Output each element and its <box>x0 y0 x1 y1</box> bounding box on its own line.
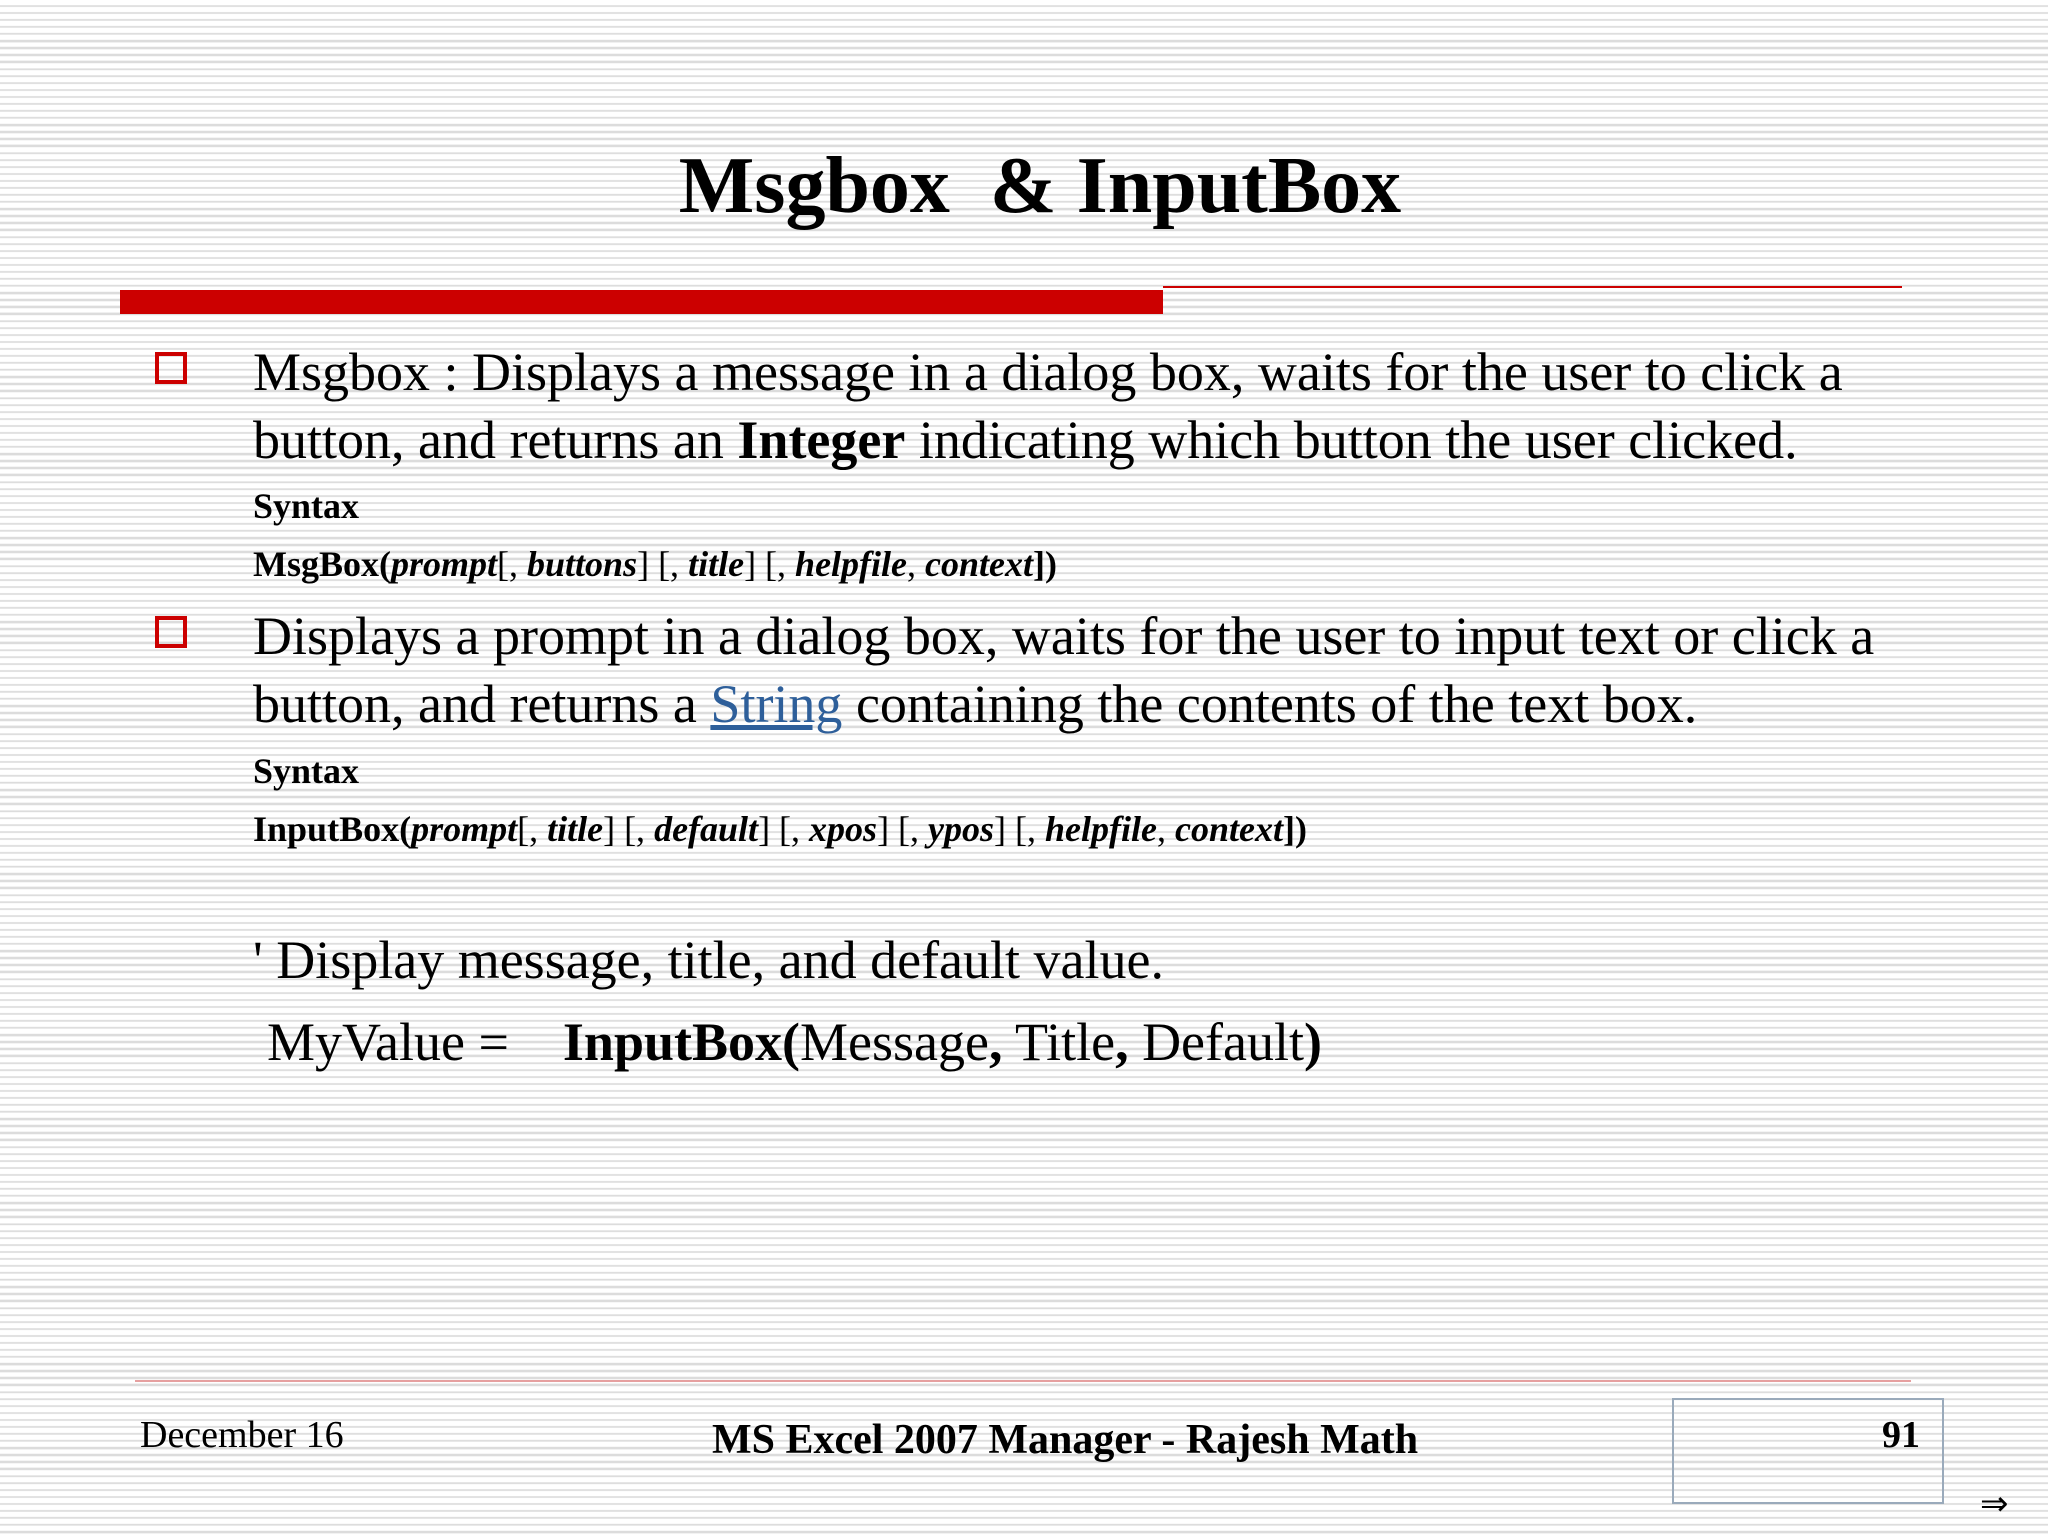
page-number: 91 <box>1882 1414 1920 1456</box>
footer-divider <box>135 1380 1911 1382</box>
square-bullet-icon <box>155 352 187 384</box>
inputbox-description: Displays a prompt in a dialog box, waits for the user to input text or click a button, and returns a String containing the contents of the text box. <box>253 606 1875 734</box>
code-comment: ' Display message, title, and default value. <box>253 930 1164 990</box>
code-example: MyValue = InputBox(Message, Title, Default) <box>267 1012 1322 1072</box>
title-underline-thin <box>1163 286 1902 288</box>
square-bullet-icon <box>155 616 187 648</box>
msgbox-syntax-label: Syntax <box>253 486 360 526</box>
footer-title: MS Excel 2007 Manager - Rajesh Math <box>711 1417 1419 1463</box>
msgbox-syntax: MsgBox(prompt[, buttons] [, title] [, helpfile, context]) <box>253 544 1057 584</box>
title-underline-thick <box>120 290 1163 314</box>
slide-title: Msgbox & InputBox <box>678 142 1402 230</box>
integer-keyword: Integer <box>737 410 906 470</box>
inputbox-syntax: InputBox(prompt[, title] [, default] [, xpos] [, ypos] [, helpfile, context]) <box>253 809 1307 849</box>
string-link[interactable]: String <box>710 674 843 734</box>
inputbox-syntax-label: Syntax <box>253 751 360 791</box>
footer-date: December 16 <box>140 1414 344 1456</box>
next-arrow-icon[interactable]: ⇒ <box>1980 1484 2009 1524</box>
page-number-box <box>1672 1398 1944 1504</box>
msgbox-description: Msgbox : Displays a message in a dialog box, waits for the user to click a button, and returns an Integer indicating which button the user clicked. <box>253 342 1843 470</box>
